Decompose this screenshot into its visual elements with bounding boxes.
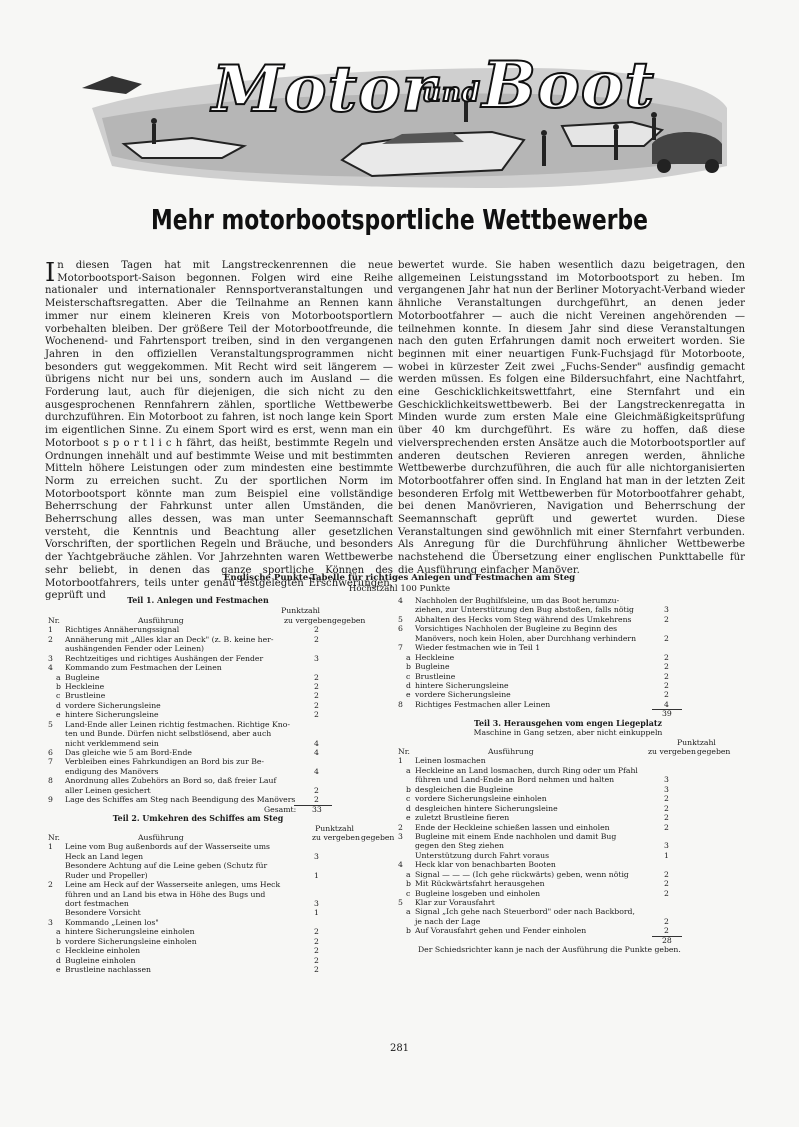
row-text: vordere Sicherungsleine	[415, 690, 511, 700]
banner-word-motor: Motor	[212, 52, 437, 127]
row-points: 2	[314, 927, 319, 937]
row-points: 2	[664, 690, 669, 700]
row-points: 3	[314, 851, 319, 861]
row-number: 8	[48, 776, 53, 786]
ausfuehrung-header: Ausführung	[138, 832, 184, 842]
row-points: 2	[664, 614, 669, 624]
row-text: Signal — — — (Ich gehe rückwärts) geben, wenn nötig	[415, 869, 629, 879]
row-text: Klar zur Vorausfahrt	[415, 898, 495, 908]
row-subletter: e	[406, 813, 411, 823]
table-row	[48, 937, 348, 946]
teil1-heading: Teil 1. Anlegen und Festmachen	[127, 596, 269, 605]
row-text: Heckleine	[415, 652, 455, 662]
row-text: Brustleine nachlassen	[65, 965, 151, 975]
row-subletter: c	[406, 888, 411, 898]
row-number: 5	[48, 719, 53, 729]
row-text: Kommando „Leinen los"	[65, 917, 159, 927]
row-points: 4	[314, 748, 319, 758]
table-row	[398, 605, 738, 614]
table-row	[398, 756, 738, 765]
row-subletter: a	[406, 869, 411, 879]
row-number: 6	[398, 624, 403, 634]
teil2-column-header-2	[48, 832, 395, 842]
row-text: hintere Sicherungsleine einholen	[65, 927, 195, 937]
row-text: Heckleine einholen	[65, 946, 141, 956]
table-row	[48, 908, 348, 917]
row-text: Auf Vorausfahrt gehen und Fender einholen	[415, 926, 587, 936]
row-points: 2	[664, 671, 669, 681]
table-row	[398, 643, 738, 652]
row-text: zuletzt Brustleine fieren	[415, 813, 510, 823]
row-points: 2	[314, 710, 319, 720]
table-row	[48, 965, 348, 974]
gegeben-header: gegeben	[332, 615, 366, 625]
row-points: 2	[314, 785, 319, 795]
ausfuehrung-header: Ausführung	[488, 747, 534, 757]
teil2-heading: Teil 2. Umkehren des Schiffes am Steg	[112, 814, 284, 824]
table-right-block	[398, 596, 738, 955]
row-points: 2	[664, 633, 669, 643]
row-points: 2	[664, 680, 669, 690]
teil3-rows	[398, 756, 738, 935]
row-number: 1	[398, 756, 403, 766]
teil3-total-value: 28	[662, 935, 672, 945]
row-text: Bugleine mit einem Ende nachholen und damit Bug	[415, 831, 617, 841]
row-points: 2	[314, 946, 319, 956]
gegeben-header: gegeben	[697, 747, 731, 757]
table-title: Englische Punkte-Tabelle für richtiges Anlegen und Festmachen am Steg	[223, 573, 576, 583]
table-row	[48, 720, 348, 729]
gesamt-label: Gesamt:	[264, 804, 297, 814]
table-row	[48, 852, 348, 861]
row-points: 2	[314, 672, 319, 682]
row-points: 4	[664, 699, 669, 709]
punktzahl-header: Punktzahl	[677, 737, 716, 747]
row-points: 2	[664, 803, 669, 813]
row-subletter: d	[56, 700, 61, 710]
row-text: Bugleine	[415, 662, 450, 672]
table-subtitle: Höchstzahl 100 Punkte	[348, 584, 451, 594]
row-number: 3	[398, 831, 403, 841]
row-number: 2	[48, 634, 53, 644]
row-subletter: d	[406, 803, 411, 813]
row-text: Heckleine an Land losmachen, durch Ring oder um Pfahl	[415, 765, 638, 775]
teil3-total	[398, 936, 738, 945]
row-points: 3	[664, 784, 669, 794]
gegeben-header: gegeben	[361, 832, 395, 842]
row-text: Heck an Land legen	[65, 851, 144, 861]
row-subletter: a	[56, 672, 61, 682]
table-row	[398, 775, 738, 784]
table-row	[398, 879, 738, 888]
row-points: 4	[314, 766, 319, 776]
table-row	[48, 946, 348, 955]
row-text: hintere Sicherungsleine	[65, 710, 159, 720]
row-subletter: c	[406, 794, 411, 804]
row-text: Vorsichtiges Nachholen der Bugleine zu Beginn des	[415, 624, 618, 634]
table-row	[398, 794, 738, 803]
table-row	[398, 926, 738, 935]
table-row	[48, 710, 348, 719]
gesamt-value: 33	[312, 804, 322, 814]
row-subletter: b	[56, 936, 61, 946]
row-subletter: e	[56, 710, 61, 720]
row-points: 2	[314, 955, 319, 965]
row-points: 2	[664, 794, 669, 804]
row-text: Ruder und Propeller)	[65, 870, 148, 880]
row-text: Ende der Heckleine schießen lassen und einholen	[415, 822, 610, 832]
table-row	[398, 624, 738, 633]
table-row	[48, 691, 348, 700]
table-row	[48, 673, 348, 682]
row-text: Leine vom Bug außenbords auf der Wasserseite ums	[65, 842, 270, 852]
table-row	[48, 757, 348, 766]
row-number: 8	[398, 699, 403, 709]
table-row	[398, 870, 738, 879]
row-text: vordere Sicherungsleine einholen	[415, 794, 547, 804]
row-points: 2	[664, 652, 669, 662]
row-points: 2	[314, 691, 319, 701]
table-row	[398, 700, 738, 709]
row-subletter: a	[406, 907, 411, 917]
ausfuehrung-header: Ausführung	[138, 615, 184, 625]
row-points: 2	[664, 813, 669, 823]
row-points: 3	[664, 605, 669, 615]
row-points: 2	[314, 634, 319, 644]
row-text: führen und an Land bis etwa in Höhe des Bugs und	[65, 889, 266, 899]
teil2-continued-rows	[398, 596, 738, 709]
row-text: Manövers, noch kein Holen, aber Durchhang verhindern	[415, 633, 637, 643]
row-text: Unterstützung durch Fahrt voraus	[415, 850, 550, 860]
row-text: Verbleiben eines Fahrkundigen an Bord bis zur Be-	[65, 757, 265, 767]
row-subletter: c	[406, 671, 411, 681]
table-row	[48, 663, 348, 672]
row-number: 7	[398, 643, 403, 653]
row-points: 2	[314, 700, 319, 710]
row-text: desgleichen die Bugleine	[415, 784, 513, 794]
row-text: Rechtzeitiges und richtiges Aushängen der Fender	[65, 653, 264, 663]
table-row	[48, 682, 348, 691]
teil3-column-header	[398, 738, 738, 747]
row-text: hintere Sicherungsleine	[415, 680, 509, 690]
table-row	[48, 795, 348, 804]
row-text: ziehen, zur Unterstützung den Bug abstoßen, falls nötig	[415, 605, 634, 615]
teil1-column-header-2	[48, 615, 366, 625]
table-row	[48, 927, 348, 936]
row-text: Heck klar von benachbarten Booten	[415, 860, 556, 870]
row-text: gegen den Steg ziehen	[415, 841, 504, 851]
table-row	[48, 861, 348, 870]
row-points: 2	[314, 965, 319, 975]
drop-cap: I	[45, 258, 56, 288]
table-row	[398, 785, 738, 794]
row-number: 4	[398, 860, 403, 870]
row-text: dort festmachen	[65, 899, 129, 909]
row-text: Annäherung mit „Alles klar an Deck" (z. B. keine her-	[65, 634, 274, 644]
row-text: aller Leinen gesichert	[65, 785, 151, 795]
row-text: je nach der Lage	[415, 916, 481, 926]
row-number: 7	[48, 757, 53, 767]
row-text: Anordnung alles Zubehörs an Bord so, daß freier Lauf	[65, 776, 277, 786]
teil2-total	[398, 709, 738, 718]
row-text: Bugleine	[65, 672, 100, 682]
table-row	[398, 832, 738, 841]
table-left-block	[48, 596, 395, 975]
table-row	[398, 860, 738, 869]
table-row	[48, 701, 348, 710]
table-row	[398, 917, 738, 926]
row-points: 3	[314, 899, 319, 909]
row-points: 2	[314, 625, 319, 635]
zu-vergeben-header: zu vergeben	[284, 615, 332, 625]
row-text: Signal „Ich gehe nach Steuerbord" oder nach Backbord,	[415, 907, 635, 917]
row-number: 4	[48, 663, 53, 673]
row-points: 3	[664, 775, 669, 785]
row-text: nicht verklemmend sein	[65, 738, 159, 748]
right-column-text: bewertet wurde. Sie haben wesentlich dazu beigetragen, den allgemeinen Leistungsstand im Motorbootsport zu heben. Im vergangenen Jahr hat nun der Berliner Motoryacht-Verband wieder ähnliche Veranstaltungen durchgeführt, an denen jeder Motorbootfahrer — auch die nicht Vereinen angehörenden — teilnehmen konnte. In diesem Jahr sind diese Veranstaltungen nach den guten Erfahrungen damit noch erweitert worden. Sie beginnen mit einer neuartigen Funk-Fuchsjagd für Motorboote, wobei in kürzester Zeit zwei „Fuchs-Sender" ausfindig gemacht werden müssen. Es folgen eine Bildersuchfahrt, eine Nachtfahrt, eine Geschicklichkeitswettfahrt, eine Sternfahrt und ein Geschicklichkeitswettbewerb. Bei der Langstreckenregatta in Minden wurde zum ersten Male eine Gleichmäßigkeitsprüfung über 40 km durchgeführt. Es wäre zu hoffen, daß diese vielversprechenden ersten Ansätze auch die Motorbootsportler auf anderen deutschen Revieren anregen werden, ähnliche Wettbewerbe durchzuführen, die auch für alle nichtorganisierten Motorbootfahrer offen sind. In England hat man in der letzten Zeit besonderen Erfolg mit Wettbewerben für Motorbootfahrer gehabt, bei denen Manövrieren, Navigation und Beherrschung der Seemannschaft geprüft und gewertet wurden. Diese Veranstaltungen sind gewöhnlich mit einer Sternfahrt verbunden. Als Anregung für die Durchführung ähnlicher Wettbewerbe nachstehend die Übersetzung einer englischen Punkttabelle für die Ausführung einfacher Manöver.	[398, 260, 745, 576]
row-points: 3	[314, 653, 319, 663]
zu-vergeben-header: zu vergeben	[648, 747, 696, 757]
row-text: Leinen losmachen	[415, 756, 486, 766]
row-points: 1	[664, 850, 669, 860]
table-row	[398, 907, 738, 916]
teil1-column-header	[48, 606, 348, 615]
table-row	[48, 786, 348, 795]
table-row	[398, 804, 738, 813]
table-row	[398, 672, 738, 681]
row-text: Brustleine	[415, 671, 456, 681]
teil2-column-header	[48, 823, 354, 833]
row-subletter: c	[56, 946, 61, 956]
table-row	[48, 776, 348, 785]
teil3-column-header-2	[398, 747, 738, 756]
table-row	[48, 748, 348, 757]
row-number: 4	[398, 596, 403, 605]
page-number: 281	[389, 1043, 410, 1054]
table-row	[48, 767, 348, 776]
row-text: Besondere Vorsicht	[65, 908, 141, 918]
table-row	[48, 871, 348, 880]
row-points: 2	[664, 662, 669, 672]
teil1-gesamt	[48, 805, 348, 814]
row-text: Mit Rückwärtsfahrt herausgehen	[415, 879, 545, 889]
row-text: Land-Ende aller Leinen richtig festmachen. Richtige Kno-	[65, 719, 290, 729]
table-row	[398, 634, 738, 643]
row-text: Nachholen der Bughilfsleine, um das Boot herumzu-	[415, 596, 620, 605]
article-title: Mehr motorbootsportliche Wettbewerbe	[151, 203, 648, 236]
row-points: 2	[664, 926, 669, 936]
row-text: Bugleine einholen	[65, 955, 136, 965]
row-text: Lage des Schiffes am Steg nach Beendigung des Manövers	[65, 795, 296, 805]
table-row	[398, 690, 738, 699]
row-subletter: e	[406, 690, 411, 700]
row-text: Brustleine	[65, 691, 106, 701]
row-points: 2	[664, 869, 669, 879]
nr-header: Nr.	[398, 747, 410, 757]
table-row	[48, 880, 348, 889]
row-points: 1	[314, 870, 319, 880]
banner-word-boot: Boot	[482, 48, 656, 123]
table-row	[48, 918, 348, 927]
row-number: 3	[48, 917, 53, 927]
row-text: Richtiges Festmachen aller Leinen	[415, 699, 551, 709]
table-row	[398, 766, 738, 775]
row-subletter: b	[56, 681, 61, 691]
table-row	[48, 890, 348, 899]
table-row	[398, 596, 738, 605]
row-number: 2	[48, 880, 53, 890]
row-subletter: e	[56, 965, 61, 975]
table-row	[398, 681, 738, 690]
row-points: 2	[664, 879, 669, 889]
row-text: vordere Sicherungsleine	[65, 700, 161, 710]
table-row	[398, 662, 738, 671]
row-points: 3	[664, 841, 669, 851]
punktzahl-header: Punktzahl	[281, 606, 320, 616]
table-row	[398, 841, 738, 850]
row-text: Das gleiche wie 5 am Bord-Ende	[65, 748, 192, 758]
row-points: 4	[314, 738, 319, 748]
zu-vergeben-header: zu vergeben	[312, 832, 360, 842]
row-number: 5	[398, 898, 403, 908]
teil3-subheading: Maschine in Gang setzen, aber nicht einkuppeln	[473, 728, 663, 738]
row-number: 1	[48, 625, 53, 635]
row-text: Besondere Achtung auf die Leine geben (Schutz für	[65, 861, 268, 871]
row-text: vordere Sicherungsleine einholen	[65, 936, 197, 946]
row-text: führen und Land-Ende an Bord nehmen und halten	[415, 775, 615, 785]
row-points: 2	[314, 681, 319, 691]
punktzahl-header: Punktzahl	[315, 823, 354, 833]
row-number: 6	[48, 748, 53, 758]
table-row	[48, 739, 348, 748]
row-subletter: a	[56, 927, 61, 937]
article-column-left	[45, 260, 393, 603]
row-text: Kommando zum Festmachen der Leinen	[65, 663, 222, 673]
table-row	[48, 635, 348, 644]
table-row	[48, 842, 348, 851]
row-text: Bugleine losgeben und einholen	[415, 888, 541, 898]
row-points: 2	[664, 888, 669, 898]
row-number: 1	[48, 842, 53, 852]
row-text: Wieder festmachen wie in Teil 1	[415, 643, 541, 653]
table-row	[398, 615, 738, 624]
table-row	[398, 851, 738, 860]
nr-header: Nr.	[48, 615, 60, 625]
teil3-footnote: Der Schiedsrichter kann je nach der Ausführung die Punkte geben.	[418, 945, 681, 955]
row-text: Leine am Heck auf der Wasserseite anlegen, ums Heck	[65, 880, 281, 890]
row-text: ten und Bunde. Dürfen nicht selbstlösend, aber auch	[65, 729, 272, 739]
row-points: 2	[664, 916, 669, 926]
row-subletter: b	[406, 662, 411, 672]
teil1-rows	[48, 625, 348, 804]
row-subletter: c	[56, 691, 61, 701]
row-text: Abhalten des Hecks vom Steg während des Umkehrens	[415, 614, 632, 624]
table-row	[48, 729, 348, 738]
row-text: Heckleine	[65, 681, 105, 691]
table-row	[398, 889, 738, 898]
table-row	[398, 653, 738, 662]
row-number: 9	[48, 795, 53, 805]
table-row	[48, 644, 348, 653]
teil3-heading: Teil 3. Herausgehen vom engen Liegeplatz	[474, 718, 662, 728]
row-number: 3	[48, 653, 53, 663]
table-row	[48, 899, 348, 908]
row-subletter: a	[406, 652, 411, 662]
row-subletter: d	[406, 680, 411, 690]
table-row	[398, 823, 738, 832]
table-row	[48, 956, 348, 965]
table-row	[48, 625, 348, 634]
motor-und-boot-banner	[72, 48, 732, 190]
row-points: 2	[664, 822, 669, 832]
nr-header: Nr.	[48, 832, 60, 842]
left-column-text: n diesen Tagen hat mit Langstreckenrennen die neue Motorbootsport-Saison begonnen. Folgen wird eine Reihe nationaler und internationaler Rennsportveranstaltungen und Meisterschaftsregatten. Aber die Teilnahme an Rennen kann immer nur einem kleineren Kreis von Motorbootsportlern vorbehalten bleiben. Der größere Teil der Motorbootfreunde, die Wochenend- und Fahrtensport treiben, sind in den vergangenen Jahren in den offiziellen Veranstaltungsprogrammen nicht besonders gut weggekommen. Mit Recht wird seit längerem — übrigens nicht nur bei uns, sondern auch im Ausland — die Forderung laut, auch für diejenigen, die sich nicht zu den ausgesprochenen Rennfahrern zählen, sportliche Wettbewerbe durchzuführen. Ein Motorboot zu fahren, ist noch lange kein Sport im eigentlichen Sinne. Zu einem Sport wird es erst, wenn man ein Motorboot s p o r t l i c h fährt, das heißt, bestimmte Regeln und Ordnungen innehält und auf bestimmte Weise und mit bestimmten Mitteln höhere Leistungen oder zum mindesten eine bestimmte Norm zu erreichen sucht. Zu der sportlichen Norm im Motorbootsport könnte man zum Beispiel eine vollständige Beherrschung der Fahrkunst unter allen Umständen, die Beherrschung alles dessen, was man unter Seemannschaft versteht, die Kenntnis und Beachtung aller gesetzlichen Vorschriften, der sportlichen Regeln und Bräuche, und besonders der Yachtgebräuche zählen. Vor Jahrzehnten waren Wettbewerbe sehr beliebt, in denen das ganze sportliche Können des Motorbootfahrers, teils unter genau festgelegten Erschwerungen, geprüft und	[45, 260, 393, 602]
row-subletter: b	[406, 926, 411, 936]
row-subletter: b	[406, 879, 411, 889]
row-subletter: d	[56, 955, 61, 965]
table-row	[398, 898, 738, 907]
row-text: endigung des Manövers	[65, 766, 159, 776]
table-row	[48, 654, 348, 663]
row-subletter: a	[406, 765, 411, 775]
row-text: aushängenden Fender oder Leinen)	[65, 644, 205, 654]
row-points: 2	[314, 795, 319, 805]
row-text: desgleichen hintere Sicherungsleine	[415, 803, 558, 813]
row-number: 2	[398, 822, 403, 832]
row-number: 5	[398, 614, 403, 624]
teil2-rows	[48, 842, 348, 974]
article-column-right	[398, 260, 745, 578]
row-text: Richtiges Annäherungssignal	[65, 625, 180, 635]
banner-word-und: und	[422, 78, 481, 108]
row-points: 2	[314, 936, 319, 946]
row-subletter: b	[406, 784, 411, 794]
row-points: 1	[314, 908, 319, 918]
teil2-total-value: 39	[662, 709, 672, 719]
table-row	[398, 813, 738, 822]
